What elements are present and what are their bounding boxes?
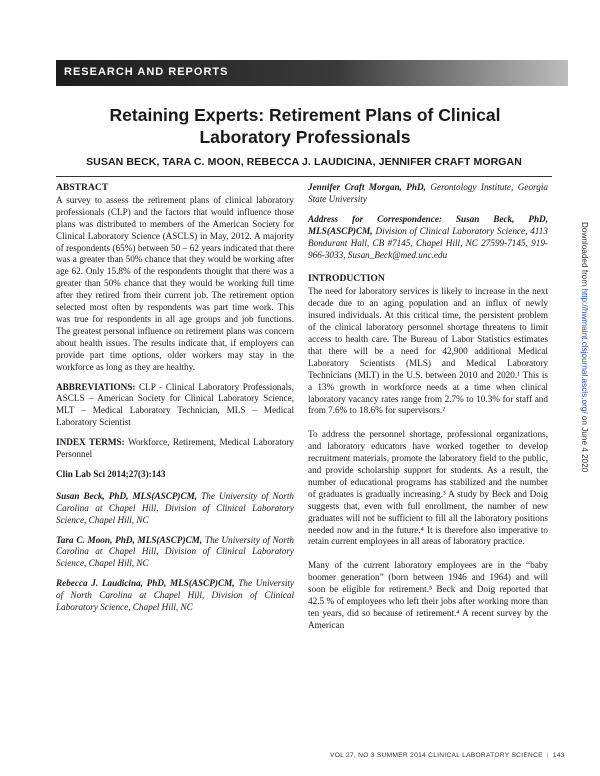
introduction-heading: INTRODUCTION	[308, 273, 385, 285]
affiliation-1	[56, 491, 294, 527]
footer-issue: VOL 27, NO 3 SUMMER 2014 CLINICAL LABORATORY SCIENCE	[330, 752, 543, 759]
abstract-text: A survey to assess the retirement plans of clinical laboratory professionals (CLP) and the factors that would influence those plans was distributed to members of the American Society for Clinical Laboratory Science (ASCLS) in May, 2012. A majority of respondents (65%) between 50 – 62 years indicated that there was a greater than 50% chance that they would be working after age 62. Only 15.8% of the respondents thought that there was a greater than 50% chance that they would be working full time after they retired from their current job. The retirement option selected most often by respondents was part time work. This was true for respondents in all age groups and job functions. The greatest personal influence on retirement plans was concern about health issues. The results indicate that, if employers can provide part time options, older workers may stay in the workforce as long as they are healthy.	[56, 194, 294, 372]
abstract-heading: ABSTRACT	[56, 182, 109, 193]
right-column	[308, 182, 548, 640]
abbreviations-text: CLP - Clinical Laboratory Professionals, ASCLS – American Society for Clinical Laboratory Science, MLT – Medical Laboratory Technician, MLS – Medical Laboratory Scientist	[56, 381, 295, 428]
section-banner	[56, 60, 568, 86]
index-terms-label: INDEX TERMS:	[56, 437, 125, 448]
affiliation-3	[56, 578, 294, 614]
author-name-4: Jennifer Craft Morgan, PhD,	[308, 182, 426, 192]
author-affil-3: The University of North Carolina at Chapel Hill, Division of Clinical Laboratory Science, Chapel Hill, NC	[56, 578, 294, 613]
page-footer	[330, 752, 565, 759]
correspondence-block	[308, 214, 548, 262]
author-list: SUSAN BECK, TARA C. MOON, REBECCA J. LAUDICINA, JENNIFER CRAFT MORGAN	[86, 156, 522, 168]
affiliation-2	[56, 535, 294, 571]
index-terms-block	[56, 437, 294, 461]
footer-separator: |	[546, 752, 549, 759]
citation: Clin Lab Sci 2014;27(3):143	[56, 468, 166, 479]
download-link[interactable]: http://hwmaint.clsjournal.ascls.org/	[580, 288, 589, 414]
article-title: Retaining Experts: Retirement Plans of Clinical Laboratory Professionals	[109, 105, 501, 147]
affiliation-4	[308, 182, 548, 206]
intro-paragraph-1: The need for laboratory services is likely to increase in the next decade due to an aging population and an influx of newly insured individuals. At this critical time, the persistent problem of the clinical laboratory personnel shortage threatens to limit access to health care. The Bureau of Labor Statistics estimates that there will be a need for 42,900 additional Medical Laboratory Scientists (MLS) and Medical Laboratory Technicians (MLT) in the U.S. between 2010 and 2020.¹ This is a 13% growth in workforce needs at a time when clinical laboratory vacancy rates range from 2.7% to 10.3% for staff and from 7.6% to 18.6% for supervisors.²	[308, 286, 548, 416]
left-column	[56, 182, 294, 622]
correspondence-text: Division of Clinical Laboratory Science, 4113 Bondurant Hall, CB #7145, Chapel Hill, NC 27599-7145, 919-966-3033, Susan_Beck@med.unc.edu	[308, 225, 548, 260]
section-label: RESEARCH AND REPORTS	[64, 66, 229, 78]
abbreviations-block	[56, 382, 294, 430]
abbreviations-label: ABBREVIATIONS:	[56, 381, 136, 392]
author-name-3: Rebecca J. Laudicina, PhD, MLS(ASCP)CM,	[56, 578, 235, 589]
index-terms-text: Workforce, Retirement, Medical Laboratory Personnel	[56, 437, 294, 460]
correspondence-label: Address for Correspondence: Susan Beck, PhD, MLS(ASCP)CM,	[308, 213, 548, 236]
intro-paragraph-3: Many of the current laboratory employees are in the “baby boomer generation” (born between 1946 and 1964) and will soon be eligible for retirement.⁵ Beck and Doig reported that 42.5 % of employees who left their jobs after working more than ten years, did so because of retirement.⁴ A recent survey by the American	[308, 560, 548, 630]
page-number: 143	[552, 752, 565, 759]
download-notice	[580, 222, 589, 472]
author-affil-4: Gerontology Institute, Georgia State University	[308, 182, 549, 204]
author-affil-2: The University of North Carolina at Chapel Hill, Division of Clinical Laboratory Science, Chapel Hill, NC	[56, 534, 294, 569]
download-prefix: Downloaded from	[580, 222, 589, 289]
author-name-2: Tara C. Moon, PhD, MLS(ASCP)CM,	[56, 534, 203, 545]
author-name-1: Susan Beck, PhD, MLS(ASCP)CM,	[56, 490, 198, 501]
download-suffix: on June 4 2020	[580, 413, 589, 473]
author-affil-1: The University of North Carolina at Chapel Hill, Division of Clinical Laboratory Science, Chapel Hill, NC	[56, 490, 294, 525]
intro-paragraph-2: To address the personnel shortage, professional organizations, and laboratory educators have worked together to develop recruitment materials, promote the laboratory field to the public, and provide scholarship support for students. As a result, the number of educational programs has stabilized and the number of graduates is gradually increasing.³ A study by Beck and Doig suggests that, even with full enrollment, the number of new graduates will not be sufficient to fill all the laboratory positions needed now and in the future.⁴ It is therefore also imperative to retain current employees in all areas of laboratory practice.	[308, 429, 548, 547]
header-divider	[56, 176, 552, 177]
